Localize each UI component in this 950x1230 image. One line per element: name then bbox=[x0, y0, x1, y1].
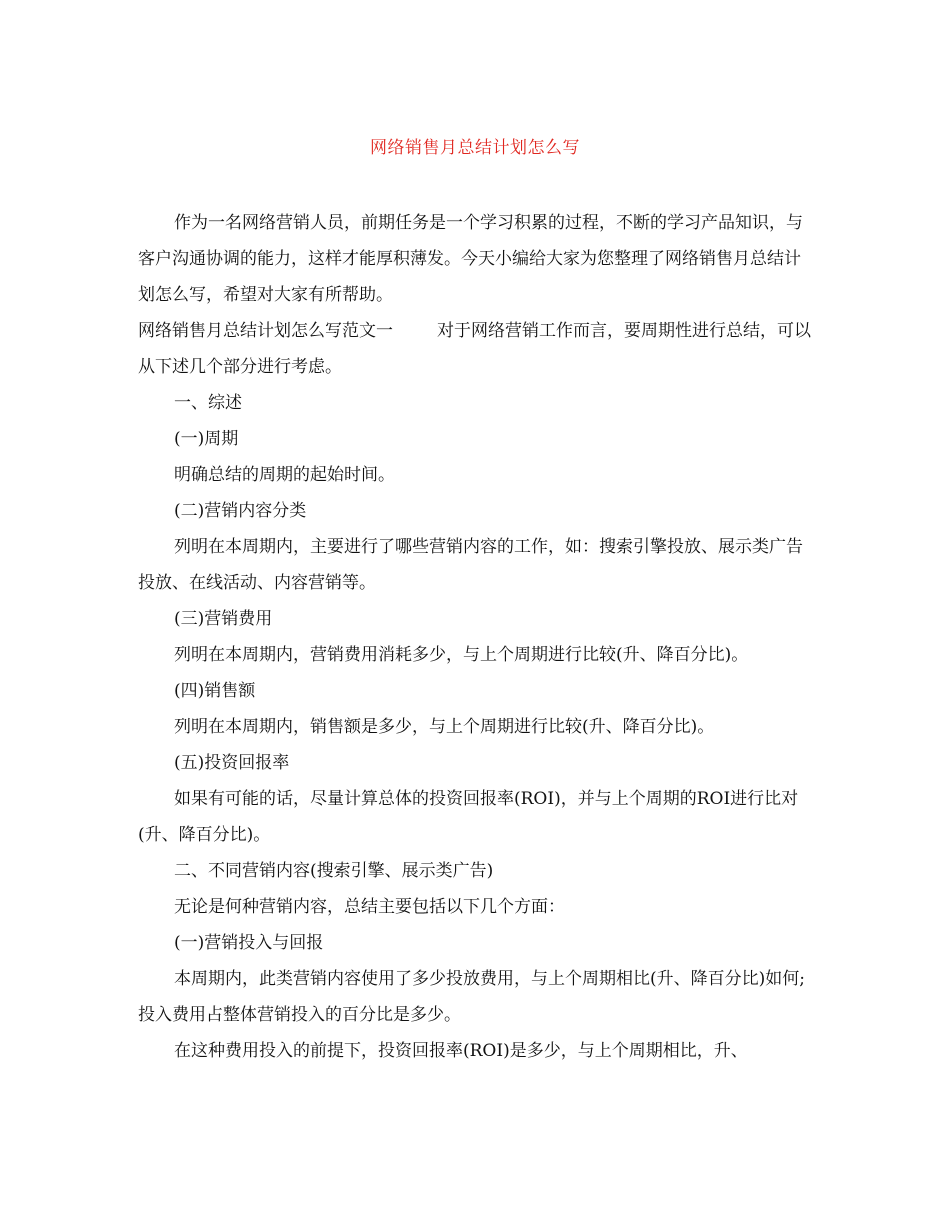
subheading-roi: (五)投资回报率 bbox=[174, 753, 290, 773]
paragraph-content-category: 列明在本周期内，主要进行了哪些营销内容的工作，如：搜索引擎投放、展示类广告投放、在线活动、内容营销等。 bbox=[138, 537, 803, 593]
intro-paragraph: 作为一名网络营销人员，前期任务是一个学习积累的过程，不断的学习产品知识，与客户沟通协调的能力，这样才能厚积薄发。今天小编给大家为您整理了网络销售月总结计划怎么写，希望对大家有所帮助。 bbox=[138, 213, 803, 305]
document-title: 网络销售月总结计划怎么写 bbox=[370, 138, 580, 158]
sample-heading: 网络销售月总结计划怎么写范文一 bbox=[138, 321, 393, 341]
section-heading-overview: 一、综述 bbox=[174, 393, 242, 413]
sample-lead: 对于网络营销工作而言，要周期性进行总结，可以从下述几个部分进行考虑。 bbox=[138, 321, 811, 377]
subheading-investment-return: (一)营销投入与回报 bbox=[174, 933, 324, 953]
sample-paragraph bbox=[138, 313, 812, 385]
paragraph-content-types: 无论是何种营销内容，总结主要包括以下几个方面： bbox=[174, 897, 565, 917]
paragraph-sales: 列明在本周期内，销售额是多少，与上个周期进行比较(升、降百分比)。 bbox=[174, 717, 715, 737]
section-heading-content-types: 二、不同营销内容(搜索引擎、展示类广告) bbox=[174, 861, 494, 881]
paragraph-investment-return: 本周期内，此类营销内容使用了多少投放费用，与上个周期相比(升、降百分比)如何;投入费用占整体营销投入的百分比是多少。 bbox=[138, 969, 805, 1025]
subheading-period: (一)周期 bbox=[174, 429, 239, 449]
document-body bbox=[138, 205, 812, 1069]
paragraph-marketing-cost: 列明在本周期内，营销费用消耗多少，与上个周期进行比较(升、降百分比)。 bbox=[174, 645, 749, 665]
paragraph-roi-comparison: 在这种费用投入的前提下，投资回报率(ROI)是多少，与上个周期相比，升、 bbox=[174, 1041, 748, 1061]
subheading-marketing-cost: (三)营销费用 bbox=[174, 609, 273, 629]
subheading-sales: (四)销售额 bbox=[174, 681, 256, 701]
subheading-content-category: (二)营销内容分类 bbox=[174, 501, 307, 521]
paragraph-period: 明确总结的周期的起始时间。 bbox=[174, 465, 395, 485]
paragraph-roi: 如果有可能的话，尽量计算总体的投资回报率(ROI)，并与上个周期的ROI进行比对(升、降百分比)。 bbox=[138, 789, 799, 845]
